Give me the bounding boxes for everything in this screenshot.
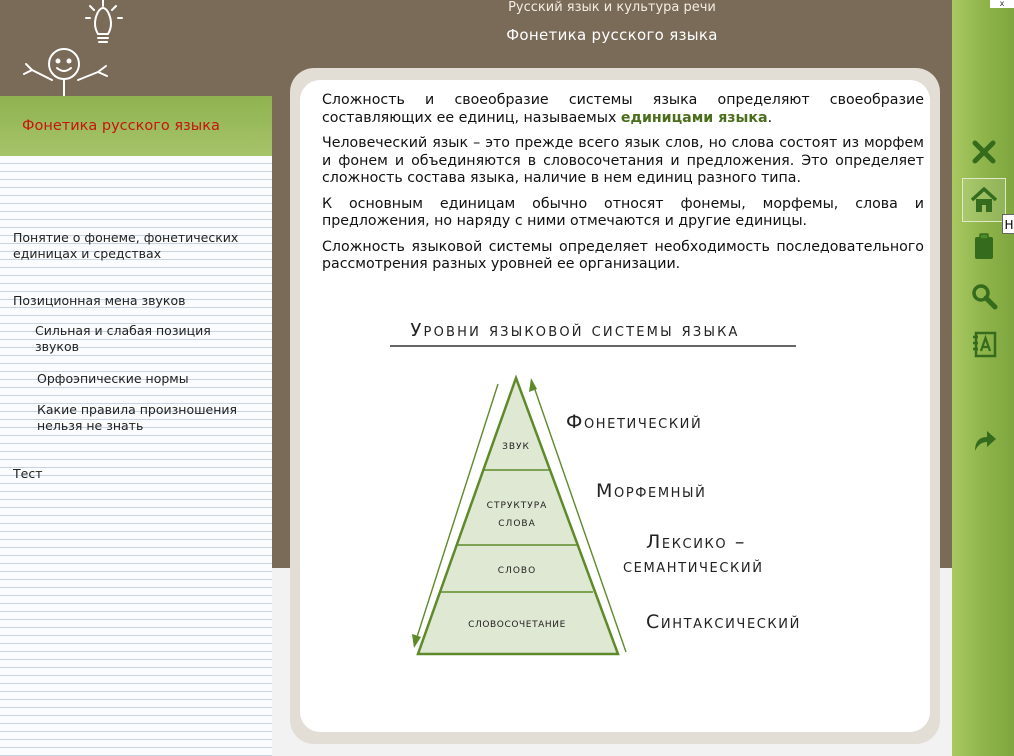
dictionary-button[interactable] — [966, 326, 1002, 362]
level-label-morphemic: Морфемный — [596, 480, 707, 502]
sidebar-item-strong-weak-position[interactable]: Сильная и слабая позиция звуков — [35, 323, 211, 354]
level-label-lexico-2: семантический — [623, 555, 764, 577]
paragraph-3: К основным единицам обычно относят фонемы, морфемы, слова и предложения, но наряду с ними отмечаются и другие единицы. — [322, 195, 924, 229]
paragraph-4: Сложность языковой системы определяет необходимость последовательного рассмотрения разных уровней ее организации. — [322, 238, 924, 272]
close-button[interactable] — [966, 134, 1002, 170]
sidebar — [0, 96, 272, 756]
paragraph-1: Сложность и своеобразие системы языка определяют своеобразие составляющих ее единиц, называемых единицами языка. — [322, 92, 924, 126]
sidebar-list — [0, 156, 272, 756]
level-label-phonetic: Фонетический — [566, 411, 703, 433]
search-icon — [969, 281, 999, 311]
home-button[interactable] — [966, 182, 1002, 218]
paragraph-2: Человеческий язык – это прежде всего язык слов, но слова состоят из морфем и фонем и объединяются в словосочетания и предложения. Это определяет сложность состава языка, наличие в нем единиц разного типа. — [322, 135, 924, 186]
window-corner-mark[interactable]: х — [990, 0, 1014, 8]
diagram-title: Уровни языковой системы языка — [410, 320, 740, 341]
language-levels-diagram — [300, 300, 930, 700]
home-tooltip: Н — [1002, 214, 1014, 234]
notes-button[interactable] — [966, 228, 1002, 264]
tier-label-word: слово — [497, 562, 537, 577]
content-text — [322, 92, 924, 282]
sidebar-item-positional-change[interactable]: Позиционная мена звуков — [13, 293, 186, 308]
forward-icon — [969, 425, 999, 455]
home-icon — [969, 185, 999, 215]
sidebar-heading[interactable] — [0, 96, 272, 156]
tier-label-word-structure-2: слова — [498, 515, 536, 530]
sidebar-heading-label: Фонетика русского языка — [22, 118, 220, 134]
close-icon — [969, 137, 999, 167]
search-button[interactable] — [966, 278, 1002, 314]
logo-doodle-icon — [12, 0, 142, 96]
course-title: Русский язык и культура речи — [508, 0, 716, 15]
up-arrow-head — [529, 378, 537, 392]
content-card — [290, 68, 940, 744]
term-units-of-language: единицами языка — [620, 109, 768, 126]
tier-label-sound: звук — [502, 438, 530, 453]
sidebar-item-orthoepic-norms[interactable]: Орфоэпические нормы — [37, 371, 189, 386]
tier-label-phrase: словосочетание — [468, 616, 566, 631]
forward-button[interactable] — [966, 422, 1002, 458]
tier-label-word-structure-1: структура — [486, 497, 548, 512]
dictionary-icon — [969, 329, 999, 359]
level-label-syntactic: Синтаксический — [646, 611, 801, 633]
level-label-lexico-1: Лексико – — [646, 531, 746, 553]
sidebar-item-pronunciation-rules[interactable]: Какие правила произношения нельзя не знать — [37, 402, 238, 433]
section-title: Фонетика русского языка — [506, 26, 718, 44]
sidebar-item-test[interactable]: Тест — [13, 466, 43, 481]
toolbar — [952, 0, 1014, 756]
clipboard-icon — [969, 231, 999, 261]
sidebar-item-phoneme[interactable]: Понятие о фонеме, фонетических единицах и средствах — [13, 230, 239, 261]
content-panel — [300, 80, 930, 732]
